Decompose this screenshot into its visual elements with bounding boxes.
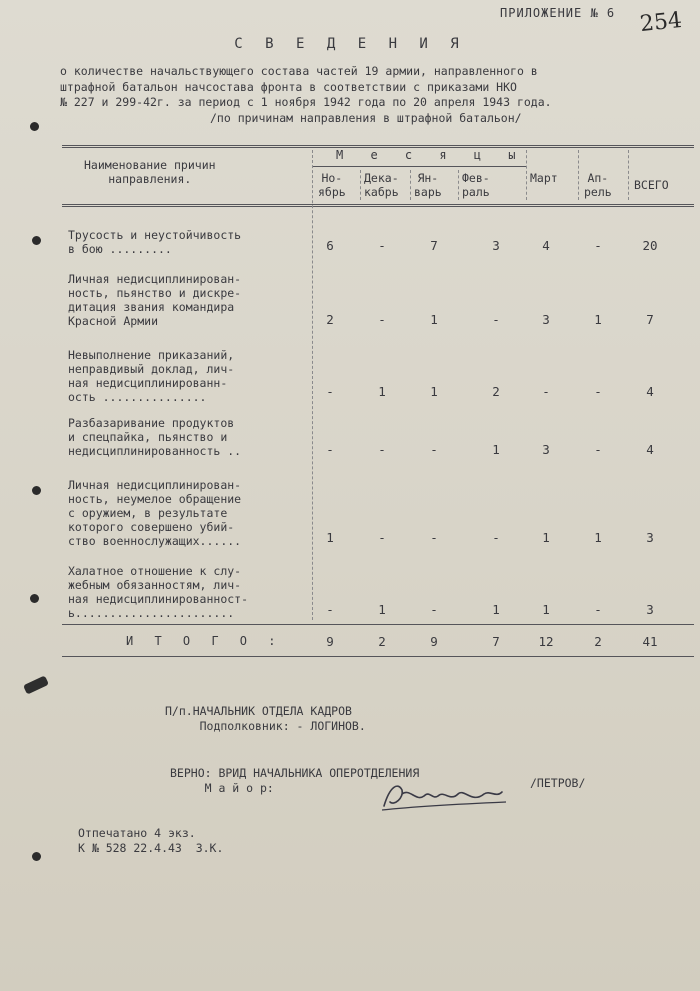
col-header-november: Но- ябрь (318, 171, 346, 199)
cell-value: 7 (430, 238, 438, 253)
reason-row-4: Разбазаривание продуктов и спецпайка, пьянство и недисциплинированность .. (68, 416, 242, 458)
print-note: Отпечатано 4 экз. К № 528 22.4.43 З.К. (78, 826, 224, 855)
cell-value: 2 (492, 384, 500, 399)
cell-value: - (378, 312, 386, 327)
col-header-april: Ап- рель (584, 171, 612, 199)
column-divider (410, 170, 411, 200)
cell-value: 1 (430, 312, 438, 327)
total-label: И Т О Г О : (126, 634, 283, 648)
cell-value: 1 (430, 384, 438, 399)
intro-line: /по причинам направления в штрафной батальон/ (210, 110, 522, 125)
signature-block-verified: ВЕРНО: ВРИД НАЧАЛЬНИКА ОПЕРОТДЕЛЕНИЯ М а й о р: (170, 766, 420, 795)
cell-value: 3 (646, 602, 654, 617)
cell-value: 4 (646, 384, 654, 399)
punch-hole (32, 236, 41, 245)
cell-value: 1 (594, 530, 602, 545)
total-value: 2 (594, 634, 602, 649)
col-header-january: Ян- варь (414, 171, 442, 199)
total-value: 12 (538, 634, 554, 649)
total-value: 7 (492, 634, 500, 649)
reason-row-2: Личная недисциплинирован- ность, пьянство и дискре- дитация звания командира Красной Армии (68, 272, 242, 328)
cell-value: 4 (542, 238, 550, 253)
column-divider (526, 150, 527, 200)
total-value: 9 (326, 634, 334, 649)
cell-value: - (378, 442, 386, 457)
cell-value: 1 (378, 602, 386, 617)
col-header-march: Март (530, 171, 558, 185)
cell-value: - (378, 530, 386, 545)
reason-row-3: Невыполнение приказаний, неправдивый доклад, лич- ная недисциплинированн- ость ............... (68, 348, 235, 404)
cell-value: - (326, 602, 334, 617)
cell-value: 3 (542, 312, 550, 327)
total-value: 2 (378, 634, 386, 649)
intro-line: штрафной батальон начсостава фронта в соответствии с приказами НКО (60, 79, 517, 94)
cell-value: - (430, 602, 438, 617)
cell-value: - (378, 238, 386, 253)
punch-hole (32, 852, 41, 861)
totals-bottom-rule (62, 656, 694, 657)
document-title: С В Е Д Е Н И Я (234, 36, 466, 52)
cell-value: - (492, 530, 500, 545)
signature-block-head-of-cadres: П/п.НАЧАЛЬНИК ОТДЕЛА КАДРОВ Подполковник: - ЛОГИНОВ. (165, 704, 366, 733)
cell-value: - (430, 530, 438, 545)
cell-value: 4 (646, 442, 654, 457)
column-divider (578, 150, 579, 200)
cell-value: 3 (646, 530, 654, 545)
cell-value: - (326, 384, 334, 399)
months-header: М е с я ц ы (336, 148, 526, 162)
cell-value: - (430, 442, 438, 457)
total-value: 41 (642, 634, 658, 649)
column-divider (628, 150, 629, 200)
reason-column-header: Наименование причин направления. (84, 158, 216, 186)
header-bottom-rule (62, 204, 694, 207)
cell-value: - (326, 442, 334, 457)
ink-blot (23, 675, 49, 694)
cell-value: - (594, 602, 602, 617)
punch-hole (30, 594, 39, 603)
reason-row-1: Трусость и неустойчивость в бою ......... (68, 228, 242, 256)
cell-value: 1 (542, 530, 550, 545)
appendix-label: ПРИЛОЖЕНИЕ № 6 (500, 6, 616, 20)
cell-value: 7 (646, 312, 654, 327)
cell-value: 1 (594, 312, 602, 327)
total-value: 9 (430, 634, 438, 649)
column-divider (312, 150, 313, 620)
signatory-name: /ПЕТРОВ/ (530, 776, 586, 790)
col-header-december: Дека- кабрь (364, 171, 399, 199)
cell-value: 1 (326, 530, 334, 545)
cell-value: 6 (326, 238, 334, 253)
totals-top-rule (62, 624, 694, 625)
intro-line: о количестве начальствующего состава частей 19 армии, направленного в (60, 64, 538, 78)
cell-value: 1 (542, 602, 550, 617)
column-divider (360, 170, 361, 200)
document-intro (60, 64, 692, 126)
col-header-total: ВСЕГО (634, 178, 669, 192)
cell-value: - (594, 442, 602, 457)
intro-line: № 227 и 299-42г. за период с 1 ноября 1942 года по 20 апреля 1943 года. (60, 95, 552, 109)
cell-value: 1 (492, 602, 500, 617)
cell-value: - (594, 384, 602, 399)
punch-hole (32, 486, 41, 495)
cell-value: 3 (542, 442, 550, 457)
cell-value: 20 (642, 238, 658, 253)
months-underline (312, 166, 526, 167)
cell-value: 3 (492, 238, 500, 253)
handwritten-signature (380, 776, 510, 816)
reason-row-6: Халатное отношение к слу- жебным обязанностям, лич- ная недисциплинированност- ь....................... (68, 564, 249, 620)
col-header-february: Фев- раль (462, 171, 490, 199)
reason-row-5: Личная недисциплинирован- ность, неумелое обращение с оружием, в результате которого совершено убий- ство военнослужащих...... (68, 478, 242, 548)
cell-value: 1 (492, 442, 500, 457)
cell-value: 2 (326, 312, 334, 327)
archive-page-number: 254 (638, 7, 684, 38)
cell-value: - (492, 312, 500, 327)
cell-value: 1 (378, 384, 386, 399)
punch-hole (30, 122, 39, 131)
column-divider (458, 170, 459, 200)
cell-value: - (594, 238, 602, 253)
cell-value: - (542, 384, 550, 399)
